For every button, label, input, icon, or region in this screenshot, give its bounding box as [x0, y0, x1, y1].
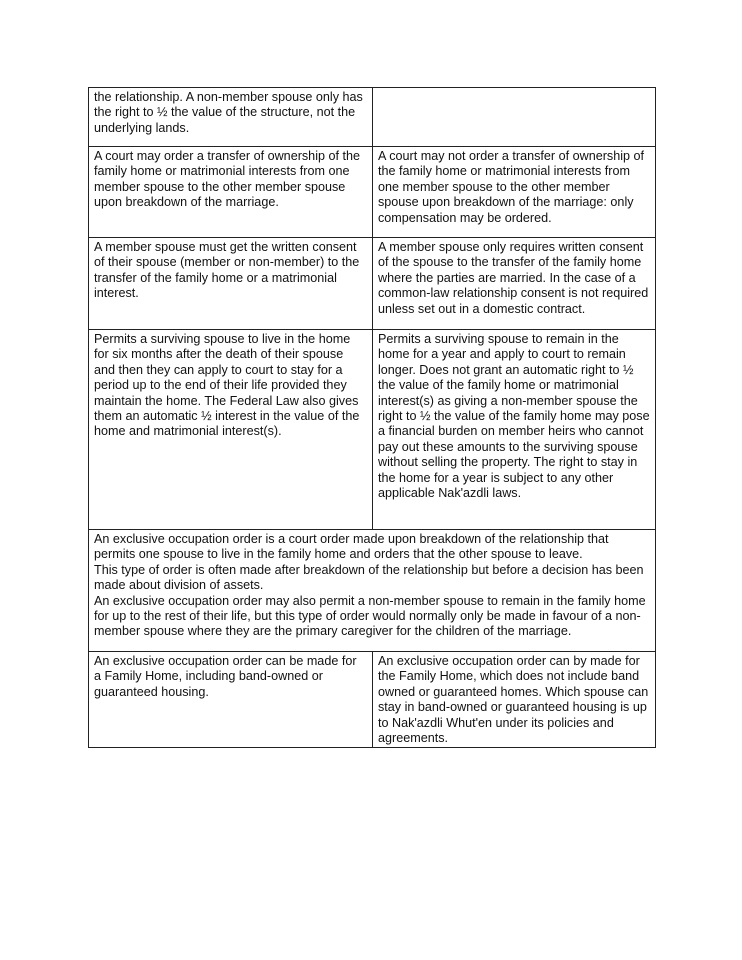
table-row [89, 652, 656, 748]
comparison-table [88, 87, 656, 748]
table-row [89, 147, 656, 238]
table-row [89, 330, 656, 530]
cell-left: the relationship. A non-member spouse only has the right to ½ the value of the structure, not the underlying lands. [89, 88, 373, 147]
cell-left: Permits a surviving spouse to live in the home for six months after the death of their spouse and then they can apply to court to stay for a period up to the end of their life provided they maintain the home. The Federal Law also gives them an automatic ½ interest in the value of the home and matrimonial interest(s). [89, 330, 373, 530]
cell-right: A member spouse only requires written consent of the spouse to the transfer of the family home where the parties are married. In the case of a common-law relationship consent is not required unless set out in a domestic contract. [373, 238, 656, 330]
cell-left: An exclusive occupation order can be made for a Family Home, including band-owned or guaranteed housing. [89, 652, 373, 748]
table-row [89, 238, 656, 330]
cell-right: An exclusive occupation order can by made for the Family Home, which does not include band owned or guaranteed homes. Which spouse can stay in band-owned or guaranteed housing is up to Nak'azdli Whut'en under its policies and agreements. [373, 652, 656, 748]
cell-right [373, 88, 656, 147]
cell-left: A member spouse must get the written consent of their spouse (member or non-member) to the transfer of the family home or a matrimonial interest. [89, 238, 373, 330]
table-row-full-width [89, 530, 656, 652]
cell-full-width: An exclusive occupation order is a court order made upon breakdown of the relationship that permits one spouse to live in the family home and orders that the other spouse to leave. This type of order is often made after breakdown of the relationship but before a decision has been made about division of assets. An exclusive occupation order may also permit a non-member spouse to remain in the family home for up to the rest of their life, but this type of order would normally only be made in favour of a non-member spouse where they are the primary caregiver for the children of the marriage. [89, 530, 656, 652]
cell-right: A court may not order a transfer of ownership of the family home or matrimonial interests from one member spouse to the other member spouse upon breakdown of the marriage: only compensation may be ordered. [373, 147, 656, 238]
table-row [89, 88, 656, 147]
cell-right: Permits a surviving spouse to remain in the home for a year and apply to court to remain longer. Does not grant an automatic right to ½ the value of the family home or matrimonial interest(s) as giving a non-member spouse the right to ½ the value of the family home may pose a financial burden on member heirs who cannot pay out these amounts to the surviving spouse without selling the property. The right to stay in the home for a year is subject to any other applicable Nak'azdli laws. [373, 330, 656, 530]
cell-left: A court may order a transfer of ownership of the family home or matrimonial interests from one member spouse to the other member spouse upon breakdown of the marriage. [89, 147, 373, 238]
